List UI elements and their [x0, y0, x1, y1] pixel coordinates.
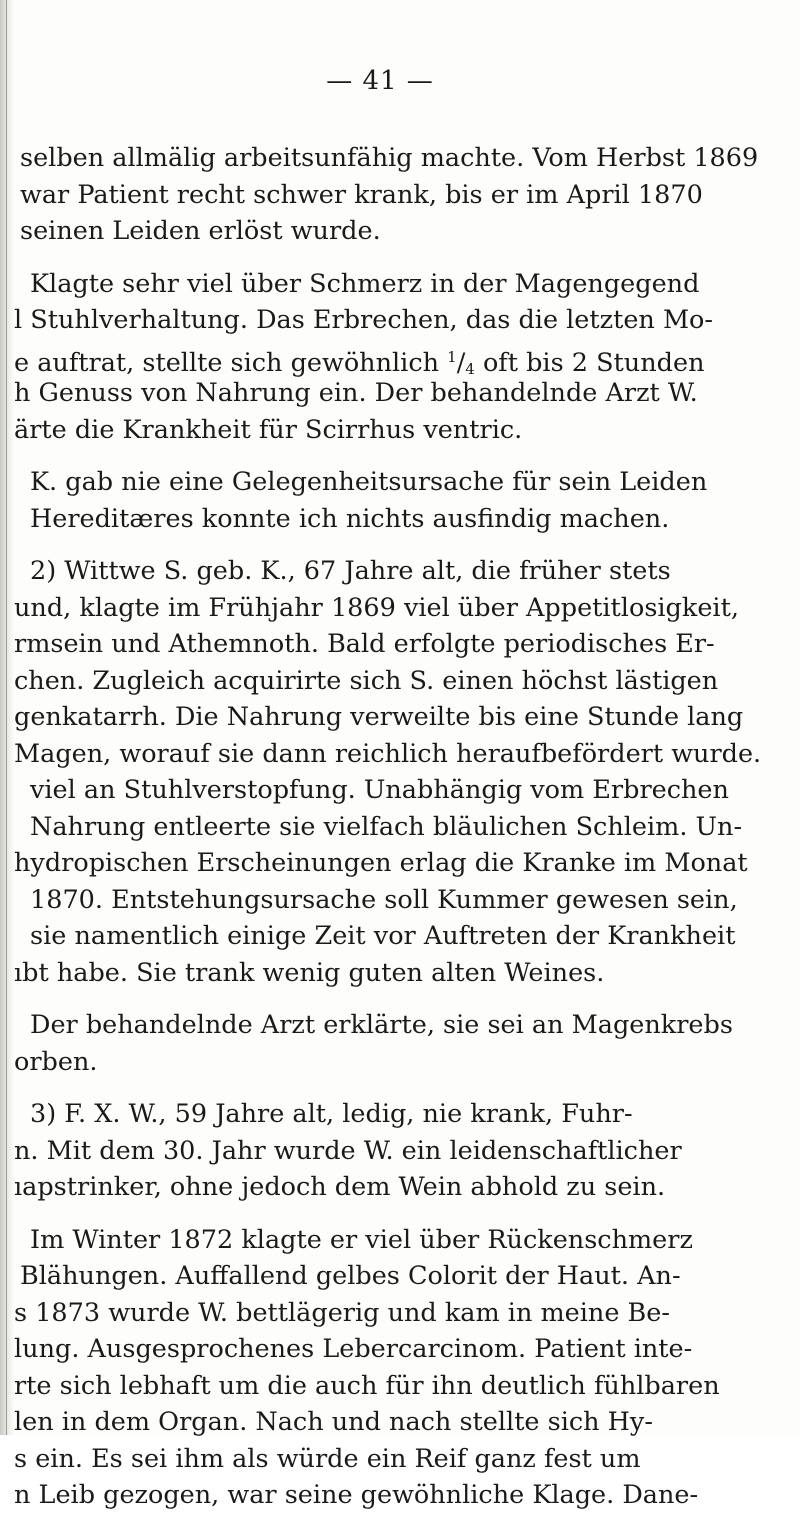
text-line: [0, 266, 800, 303]
line-text: rmsein und Athemnoth. Bald erfolgte periodisches Er-: [14, 629, 715, 659]
paragraph: [0, 464, 800, 537]
text-line: [0, 1295, 800, 1332]
text-line: [0, 1368, 800, 1405]
text-line: [0, 412, 800, 449]
text-line: [0, 1007, 800, 1044]
text-line: [0, 736, 800, 773]
line-text: h Genuss von Nahrung ein. Der behandelnde Arzt W.: [14, 378, 698, 408]
line-text: Der behandelnde Arzt erklärte, sie sei an Magenkrebs: [30, 1010, 733, 1040]
line-text: genkatarrh. Die Nahrung verweilte bis eine Stunde lang: [14, 702, 744, 732]
text-line: [0, 1404, 800, 1441]
text-line: [0, 213, 800, 250]
paragraph-gap: [0, 448, 800, 464]
paragraph: [0, 1222, 800, 1514]
line-text: lung. Ausgesprochenes Lebercarcinom. Patient inte-: [14, 1334, 693, 1364]
paragraph: [0, 266, 800, 449]
paragraph-gap: [0, 1080, 800, 1096]
line-text: und, klagte im Frühjahr 1869 viel über Appetitlosigkeit,: [14, 592, 739, 623]
line-text: e auftrat, stellte sich gewöhnlich: [14, 347, 448, 378]
line-text: hydropischen Erscheinungen erlag die Kranke im Monat: [14, 848, 748, 878]
text-line: [0, 501, 800, 538]
line-text: s ein. Es sei ihm als würde ein Reif ganz fest um: [14, 1443, 641, 1474]
fraction-numerator: 1: [447, 347, 457, 366]
line-text-after: oft bis 2 Stunden: [474, 347, 705, 378]
line-text: s 1873 wurde W. bettlägerig und kam in meine Be-: [14, 1297, 670, 1328]
text-line: [0, 1096, 800, 1133]
paragraph-gap: [0, 991, 800, 1007]
text-line: [0, 177, 800, 214]
line-text: 1870. Entstehungsursache soll Kummer gewesen sein,: [30, 884, 738, 915]
paragraph: [0, 140, 800, 250]
text-line: [0, 1222, 800, 1259]
text-line: [0, 699, 800, 736]
fraction-slash: /: [456, 347, 466, 378]
line-text: orben.: [14, 1046, 98, 1077]
text-line: [0, 882, 800, 919]
line-text: 3) F. X. W., 59 Jahre alt, ledig, nie krank, Fuhr-: [30, 1099, 633, 1129]
page-number: — 41 —: [326, 66, 434, 96]
text-line: [0, 626, 800, 663]
line-text: Im Winter 1872 klagte er viel über Rückenschmerz: [30, 1224, 693, 1255]
line-text: sie namentlich einige Zeit vor Auftreten der Krankheit: [30, 921, 736, 951]
text-line: [0, 772, 800, 809]
text-line: [0, 140, 800, 177]
text-line: [0, 1258, 800, 1295]
text-line: [0, 553, 800, 590]
text-line: [0, 1169, 800, 1206]
text-line: [0, 339, 800, 376]
line-text: len in dem Organ. Nach und nach stellte sich Hy-: [14, 1407, 653, 1437]
body-text: [0, 140, 800, 1514]
paragraph: [0, 553, 800, 991]
paragraph: [0, 1096, 800, 1206]
text-line: [0, 1477, 800, 1514]
text-line: [0, 663, 800, 700]
text-line: [0, 955, 800, 992]
text-line: [0, 1331, 800, 1368]
line-text: Blähungen. Auffallend gelbes Colorit der Haut. An-: [20, 1261, 681, 1291]
text-line: [0, 590, 800, 627]
line-text: selben allmälig arbeitsunfähig machte. Vom Herbst 1869: [20, 143, 759, 173]
line-text: seinen Leiden erlöst wurde.: [20, 216, 381, 246]
line-text: Nahrung entleerte sie vielfach bläulichen Schleim. Un-: [30, 811, 743, 842]
paragraph-gap: [0, 250, 800, 266]
fraction: [447, 348, 475, 378]
paragraph-gap: [0, 1206, 800, 1222]
text-line: [0, 918, 800, 955]
line-text: n. Mit dem 30. Jahr wurde W. ein leidenschaftlicher: [14, 1135, 682, 1166]
line-text: Klagte sehr viel über Schmerz in der Magengegend: [30, 268, 700, 299]
line-text: ärte die Krankheit für Scirrhus ventric.: [14, 414, 523, 445]
text-line: [0, 809, 800, 846]
line-text: war Patient recht schwer krank, bis er im April 1870: [20, 179, 703, 210]
text-line: [0, 1044, 800, 1081]
line-text: viel an Stuhlverstopfung. Unabhängig vom Erbrechen: [30, 775, 729, 805]
line-text: K. gab nie eine Gelegenheitsursache für sein Leiden: [30, 467, 708, 497]
text-line: [0, 464, 800, 501]
text-line: [0, 1441, 800, 1478]
paragraph-gap: [0, 537, 800, 553]
line-text: chen. Zugleich acquirirte sich S. einen höchst lästigen: [14, 665, 719, 696]
line-text: Magen, worauf sie dann reichlich heraufbefördert wurde.: [14, 738, 762, 769]
line-text: Hereditæres konnte ich nichts ausfindig machen.: [30, 503, 670, 534]
line-text: 2) Wittwe S. geb. K., 67 Jahre alt, die früher stets: [30, 556, 671, 586]
line-text: l Stuhlverhaltung. Das Erbrechen, das die letzten Mo-: [14, 305, 714, 335]
paragraph: [0, 1007, 800, 1080]
line-text: ıapstrinker, ohne jedoch dem Wein abhold zu sein.: [14, 1172, 666, 1202]
line-text: n Leib gezogen, war seine gewöhnliche Klage. Dane-: [14, 1480, 699, 1510]
text-line: [0, 1133, 800, 1170]
text-line: [0, 302, 800, 339]
fraction-denominator: 4: [465, 359, 475, 378]
line-text: ıbt habe. Sie trank wenig guten alten Weines.: [14, 957, 605, 988]
text-line: [0, 845, 800, 882]
text-line: [0, 375, 800, 412]
line-text: rte sich lebhaft um die auch für ihn deutlich fühlbaren: [14, 1370, 720, 1401]
